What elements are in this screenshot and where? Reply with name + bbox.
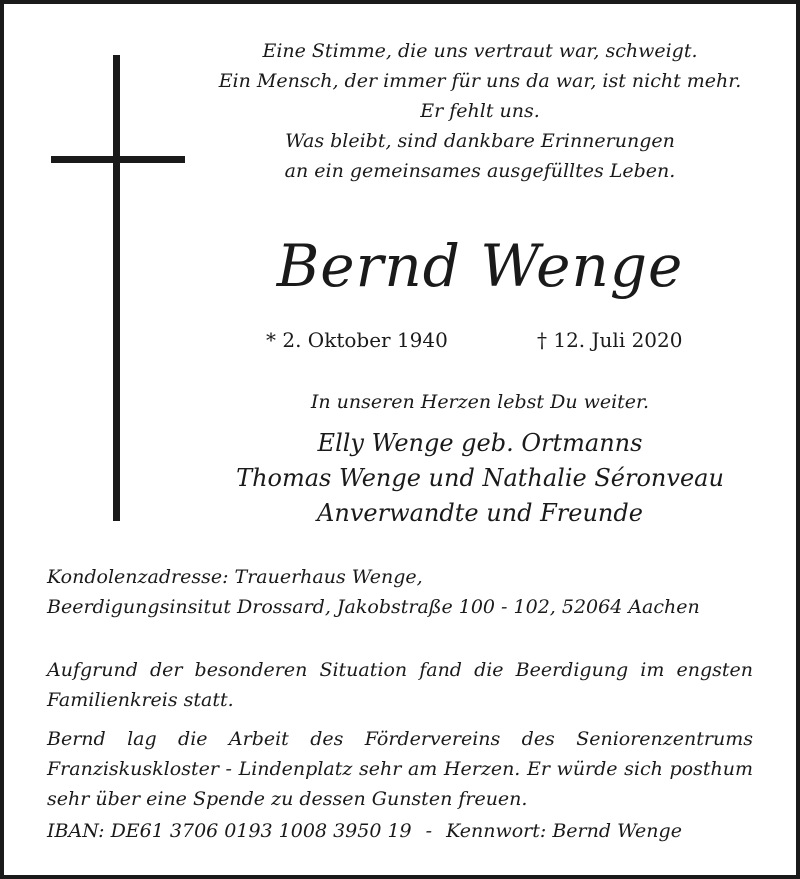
- mourner: Thomas Wenge und Nathalie Séronveau: [236, 464, 724, 492]
- mourner: Anverwandte und Freunde: [317, 499, 643, 527]
- deceased-name: Bernd Wenge: [276, 232, 684, 300]
- cross-icon-horizontal: [51, 156, 185, 163]
- iban: IBAN: DE61 3706 0193 1008 3950 19: [47, 820, 412, 842]
- bank-separator: -: [425, 820, 433, 842]
- poem-line: Er fehlt uns.: [420, 100, 540, 122]
- mourners-list: [200, 426, 760, 531]
- keyword: Kennwort: Bernd Wenge: [446, 820, 682, 842]
- motto: In unseren Herzen lebst Du weiter.: [310, 391, 650, 413]
- poem: [200, 36, 760, 186]
- mourner: Elly Wenge geb. Ortmanns: [317, 429, 643, 457]
- poem-line: Eine Stimme, die uns vertraut war, schweigt.: [262, 40, 698, 62]
- poem-line: Ein Mensch, der immer für uns da war, ist nicht mehr.: [218, 70, 742, 92]
- cross-icon-vertical: [113, 55, 120, 521]
- birth-date: * 2. Oktober 1940: [266, 328, 448, 352]
- death-date: † 12. Juli 2020: [537, 328, 683, 352]
- donation-text: Bernd lag die Arbeit des Fördervereins des Seniorenzentrums Franziskuskloster - Lindenplatz sehr am Herzen. Er würde sich posthum sehr über eine Spende zu dessen Gunsten freuen.: [47, 728, 753, 810]
- bank-details: [47, 816, 753, 846]
- condolence-line: Beerdigungsinsitut Drossard, Jakobstraße 100 - 102, 52064 Aachen: [47, 596, 700, 618]
- funeral-notice: Aufgrund der besonderen Situation fand die Beerdigung im engsten Familienkreis statt.: [47, 659, 753, 711]
- poem-line: Was bleibt, sind dankbare Erinnerungen: [285, 130, 675, 152]
- poem-line: an ein gemeinsames ausgefülltes Leben.: [284, 160, 676, 182]
- condolence-line: Kondolenzadresse: Trauerhaus Wenge,: [47, 566, 423, 588]
- condolence-address: [47, 562, 753, 622]
